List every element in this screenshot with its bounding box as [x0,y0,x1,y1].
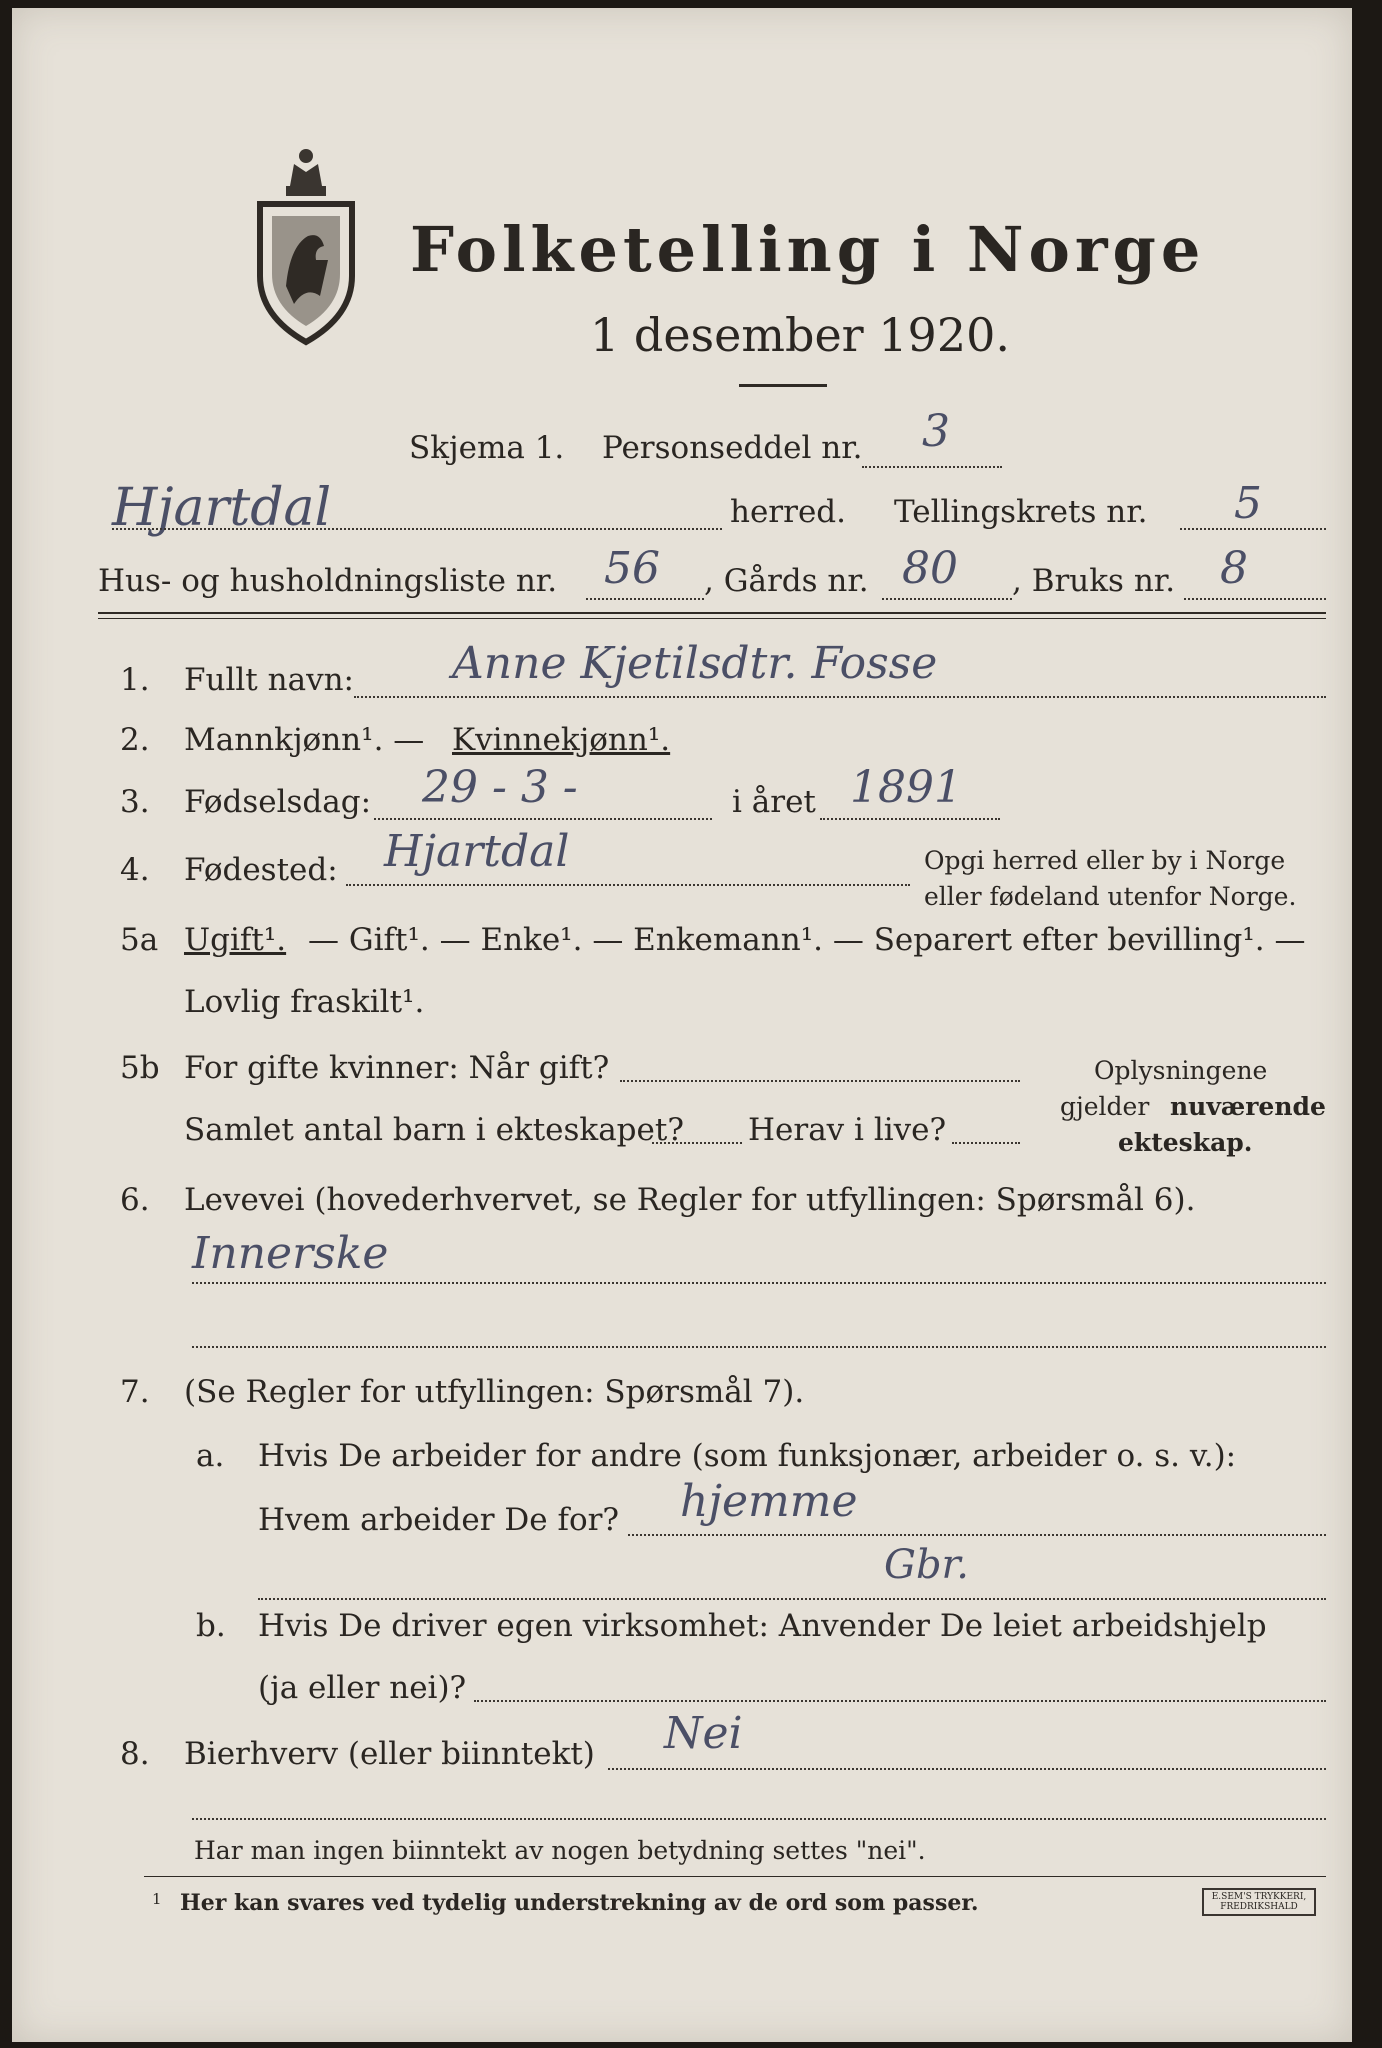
bruks-value[interactable]: 8 [1220,543,1248,594]
personseddel-label: Personseddel nr. [602,430,863,466]
form-date: 1 desember 1920. [590,308,1010,362]
birthplace-note-line1: Opgi herred eller by i Norge [924,846,1286,875]
personseddel-line [862,466,1002,468]
q5b-note-line2a: gjelder [1060,1092,1150,1121]
hired-help-line [474,1700,1326,1702]
q1-line [354,696,1326,698]
q5b-children-label: Samlet antal barn i ekteskapet? [184,1112,684,1148]
q5b-note-line3: ekteskap. [1118,1128,1253,1157]
side-income-line2 [192,1818,1326,1820]
footer-rule [144,1876,1326,1877]
q7b-line1: Hvis De driver egen virksomhet: Anvender De leiet arbeidshjelp [258,1608,1267,1644]
q7b-letter: b. [196,1608,226,1644]
side-income-value[interactable]: Nei [664,1708,743,1759]
q7-number: 7. [120,1374,150,1410]
birthdate-line [374,818,712,820]
header-double-rule-top [98,612,1326,614]
husholdning-value[interactable]: 56 [604,543,660,594]
title-divider [739,384,827,387]
marital-ugift-option[interactable]: Ugift¹. [184,922,287,958]
occupation-value[interactable]: Innerske [192,1228,389,1279]
year-label: i året [732,784,816,820]
q4-number: 4. [120,852,150,888]
q7a-line2: Hvem arbeider De for? [258,1502,620,1538]
birthplace-line [346,884,910,886]
q1-label: Fullt navn: [184,662,354,698]
q2-number: 2. [120,722,150,758]
q8-label: Bierhverv (eller biinntekt) [184,1736,595,1772]
q5b-line1: For gifte kvinner: Når gift? [184,1050,610,1086]
q8-number: 8. [120,1736,150,1772]
birthdate-value[interactable]: 29 - 3 - [422,762,578,813]
herred-label: herred. [730,494,846,530]
husholdning-label: Hus- og husholdningsliste nr. [98,563,558,599]
q7b-line2: (ja eller nei)? [258,1670,467,1706]
bruks-label: , Bruks nr. [1012,563,1176,599]
q5a-number: 5a [120,922,159,958]
gards-line [882,598,1012,600]
occupation-line1 [192,1282,1326,1284]
gards-value[interactable]: 80 [902,543,958,594]
printer-stamp: E.SEM'S TRYKKERI, FREDRIKSHALD [1202,1888,1316,1916]
q5b-alive-label: Herav i live? [748,1112,947,1148]
personseddel-value[interactable]: 3 [922,406,950,457]
tellingskrets-value[interactable]: 5 [1234,478,1262,529]
gender-female-option[interactable]: Kvinnekjønn¹. [452,722,671,758]
q4-label: Fødested: [184,852,338,888]
birth-year-value[interactable]: 1891 [850,762,962,813]
q7-label: (Se Regler for utfyllingen: Spørsmål 7). [184,1374,805,1410]
q5b-note-line2b: nuværende [1170,1092,1326,1121]
tellingskrets-label: Tellingskrets nr. [894,494,1148,530]
gender-male-option[interactable]: Mannkjønn¹. — [184,722,425,758]
q3-label: Fødselsdag: [184,784,372,820]
bruks-line [1184,598,1326,600]
herred-value[interactable]: Hjartdal [112,478,332,538]
children-count-line [652,1142,742,1144]
footer-note: Har man ingen biinntekt av nogen betydning settes "nei". [194,1836,926,1865]
q3-number: 3. [120,784,150,820]
employer-line2 [258,1598,1326,1600]
marital-fraskilt-option[interactable]: Lovlig fraskilt¹. [184,984,425,1020]
employer-line1 [628,1534,1326,1536]
schema-label: Skjema 1. [409,430,565,466]
side-income-line1 [608,1768,1326,1770]
q6-number: 6. [120,1182,150,1218]
employer-value[interactable]: hjemme [680,1476,858,1527]
q5b-note-line1: Oplysningene [1094,1056,1268,1085]
full-name-value[interactable]: Anne Kjetilsdtr. Fosse [452,638,938,689]
children-alive-line [952,1142,1020,1144]
form-title: Folketelling i Norge [410,213,1206,286]
q7a-letter: a. [196,1438,225,1474]
q5b-number: 5b [120,1050,160,1086]
q7a-line1: Hvis De arbeider for andre (som funksjonær, arbeider o. s. v.): [258,1438,1237,1474]
norwegian-coat-of-arms-icon [250,136,362,346]
husholdning-line [586,598,704,600]
birthplace-value[interactable]: Hjartdal [384,826,570,877]
gards-label: , Gårds nr. [704,563,869,599]
header-double-rule-bottom [98,618,1326,619]
herred-line [112,528,722,530]
birthplace-note-line2: eller fødeland utenfor Norge. [924,882,1297,911]
employer-value-2[interactable]: Gbr. [884,1542,969,1588]
census-form-sheet [12,8,1352,2042]
footnote-mark: 1 [152,1890,162,1908]
birth-year-line [820,818,1000,820]
occupation-line2 [192,1346,1326,1348]
when-married-line [620,1080,1020,1082]
footnote-text: Her kan svares ved tydelig understrekning av de ord som passer. [180,1890,979,1916]
marital-other-options[interactable]: — Gift¹. — Enke¹. — Enkemann¹. — Separert efter bevilling¹. — [308,922,1306,958]
q6-label: Levevei (hovederhvervet, se Regler for utfyllingen: Spørsmål 6). [184,1182,1196,1218]
q1-number: 1. [120,662,150,698]
